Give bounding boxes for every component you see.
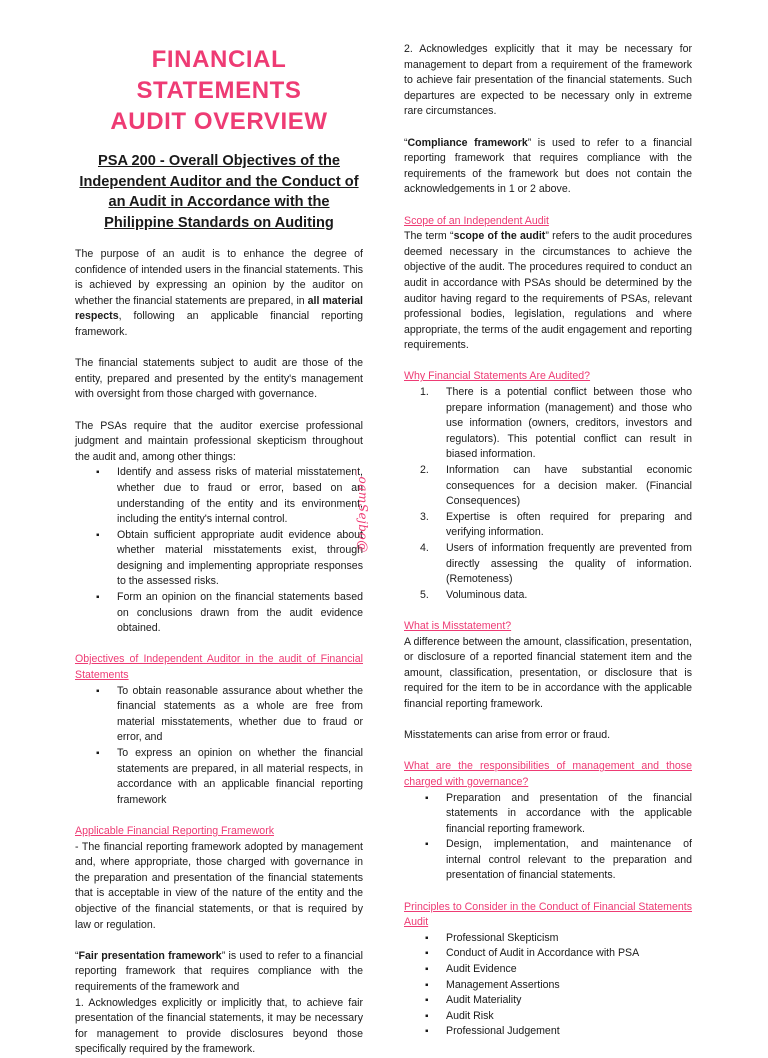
heading-framework: Applicable Financial Reporting Framework (75, 824, 275, 837)
paragraph-fair-2: 2. Acknowledges explicitly that it may be necessary for management to depart from a requirement of the framework to achieve fair presentation of the financial statements. Such departures are expected to be necessary only in extreme rare circumstances. (404, 43, 692, 118)
heading-responsibilities: What are the responsibilities of management and those charged with governance? (404, 760, 692, 788)
list-item: ▪ Professional Judgement (446, 1024, 692, 1040)
subtitle: PSA 200 - Overall Objectives of the Independent Auditor and the Conduct of an Audit in Accordance with the Philippine Standards on Auditing (79, 153, 359, 231)
why-audited-list (404, 385, 692, 603)
list-item: ▪ Obtain sufficient appropriate audit evidence about whether material misstatements exist, through designing and implementing appropriate responses to the assessed risks. (117, 528, 363, 590)
right-column (404, 42, 692, 1040)
list-item: ▪ Design, implementation, and maintenance of internal control relevant to the preparation and presentation of financial statements. (446, 837, 692, 884)
list-item: ▪ Professional Skepticism (446, 931, 692, 947)
list-item: 2. Information can have substantial economic consequences for a decision maker. (Financial Consequences) (420, 464, 692, 508)
left-column (75, 0, 363, 1058)
page-title (75, 44, 363, 137)
paragraph-compliance: “Compliance framework” is used to refer to a financial reporting framework that requires compliance with the requirements of the framework but does not contain the acknowledgements in 1 or 2 above. (404, 136, 692, 196)
paragraph-scope: The term “scope of the audit” refers to the audit procedures deemed necessary in the circumstances to achieve the objective of the audit. The procedures required to conduct an audit in accordance with PSAs should be determined by the auditor having regard to the requirements of PSAs, relevant professional bodies, legislation, regulations and where appropriate, the terms of the audit engagement and reporting requirements. (404, 230, 692, 352)
list-item: 3. Expertise is often required for preparing and verifying information. (420, 510, 692, 539)
title-line-2: AUDIT OVERVIEW (110, 108, 328, 135)
title-line-1: FINANCIAL STATEMENTS (136, 46, 302, 104)
paragraph-framework: - The financial reporting framework adopted by management and, where appropriate, those charged with governance in the preparation and presentation of the financial statements that is acceptable in view of the nature of the entity and the objective of the financial statements, or that is required by law or regulation. (75, 840, 363, 931)
list-item: ▪ Identify and assess risks of material misstatement, whether due to fraud or error, based on an understanding of the entity and its environment, including the entity's internal control. (117, 465, 363, 527)
list-item: 1. There is a potential conflict between those who prepare information (management) and those who use information (owners, creditors, investors and regulators). This potential conflict can result in biased information. (420, 386, 692, 461)
paragraph-fair-presentation: “Fair presentation framework” is used to refer to a financial reporting framework that requires compliance with the requirements of the framework and (75, 949, 364, 993)
list-item: ▪ Audit Risk (446, 1009, 692, 1025)
paragraph-misstatement-2: Misstatements can arise from error or fraud. (404, 729, 611, 742)
heading-misstatement: What is Misstatement? (404, 619, 512, 632)
list-item: ▪ Management Assertions (446, 978, 692, 994)
paragraph-misstatement: A difference between the amount, classification, presentation, or disclosure of a reported financial statement item and the amount, classification, presentation, or disclosure that is required for the item to be in accordance with the applicable financial reporting framework. (404, 635, 692, 710)
heading-principles: Principles to Consider in the Conduct of Financial Statements Audit (404, 900, 692, 929)
list-item: ▪ Form an opinion on the financial statements based on conclusions drawn from the audit evidence obtained. (117, 590, 363, 637)
watermark-signature: _oamSejbo@ (356, 470, 370, 553)
responsibilities-list (404, 791, 692, 885)
heading-scope: Scope of an Independent Audit (404, 214, 549, 227)
paragraph-fair-1: 1. Acknowledges explicitly or implicitly that, to achieve fair presentation of the financial statements, it may be necessary for management to provide disclosures beyond those specifically required by the framework. (75, 996, 363, 1056)
paragraph-purpose: The purpose of an audit is to enhance the degree of confidence of intended users in the financial statements. This is achieved by expressing an opinion by the auditor on whether the financial statements are prepared, in all material respects, following an applicable financial reporting framework. (75, 248, 363, 338)
psa-requirements-list (75, 465, 363, 637)
list-item: 5. Voluminous data. (420, 588, 528, 601)
paragraph-subject: The financial statements subject to audit are those of the entity, prepared and presented by the entity's management with oversight from those charged with governance. (75, 357, 363, 401)
list-item: ▪ To obtain reasonable assurance about whether the financial statements as a whole are free from material misstatements, whether due to fraud or error, and (117, 684, 363, 746)
list-item: ▪ Conduct of Audit in Accordance with PSA (446, 946, 692, 962)
paragraph-psas: The PSAs require that the auditor exercise professional judgment and maintain professional skepticism throughout the audit and, among other things: (75, 419, 363, 463)
list-item: ▪ Audit Materiality (446, 993, 692, 1009)
objectives-list (75, 684, 363, 809)
heading-why-audited: Why Financial Statements Are Audited? (404, 370, 591, 383)
heading-objectives: Objectives of Independent Auditor in the audit of Financial Statements (75, 653, 363, 682)
list-item: ▪ Audit Evidence (446, 962, 692, 978)
list-item: ▪ To express an opinion on whether the financial statements are prepared, in all material respects, in accordance with an applicable financial reporting framework (117, 746, 363, 808)
list-item: ▪ Preparation and presentation of the financial statements in accordance with the applicable financial reporting framework. (446, 791, 692, 838)
list-item: 4. Users of information frequently are prevented from directly assessing the quality of information. (Remoteness) (420, 542, 692, 586)
